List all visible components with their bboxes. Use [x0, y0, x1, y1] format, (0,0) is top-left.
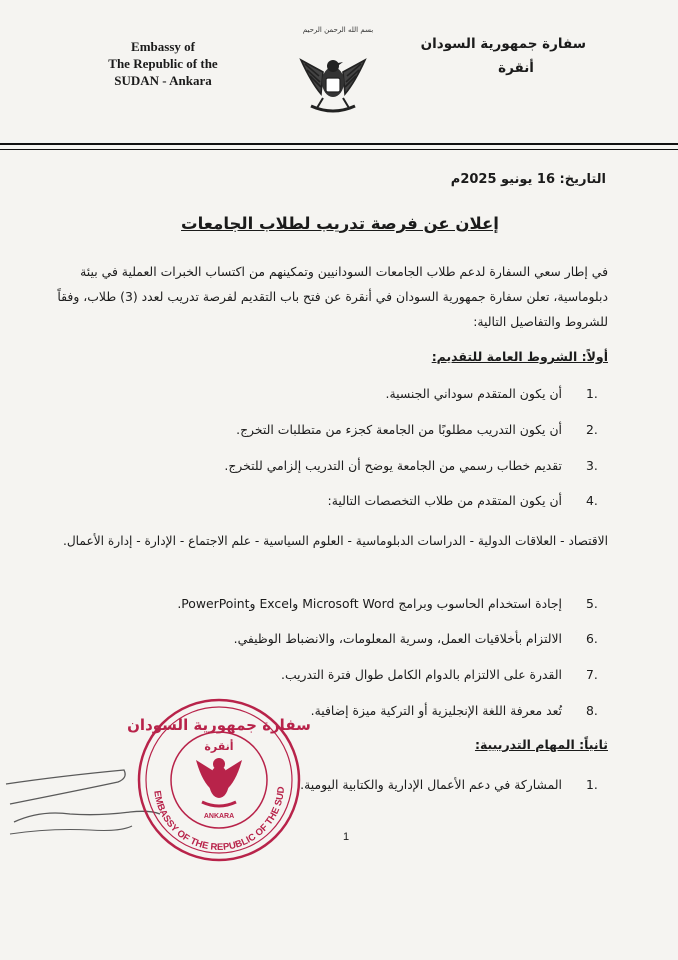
embassy-arabic-line-1: سفارة جمهورية السودان [420, 36, 586, 52]
item-text: الالتزام بأخلاقيات العمل، وسرية المعلومات، والانضباط الوظيفي. [233, 631, 562, 646]
stamp-emblem-icon [196, 758, 242, 806]
item-number: 8. [586, 703, 598, 718]
embassy-line-2: The Republic of the [108, 56, 218, 71]
embassy-line-3: SUDAN - Ankara [114, 73, 212, 88]
page-number: 1 [342, 831, 350, 843]
item-text: تقديم خطاب رسمي من الجامعة يوضح أن التدريب إلزامي للتخرج. [224, 458, 562, 473]
item-text: أن يكون المتقدم من طلاب التخصصات التالية: [327, 493, 562, 508]
basmala: بسم الله الرحمن الرحيم [302, 26, 374, 34]
item-number: 5. [586, 596, 598, 611]
item-text: القدرة على الالتزام بالدوام الكامل طوال فترة التدريب. [281, 667, 562, 682]
item-text: أن يكون التدريب مطلوبًا من الجامعة كجزء من متطلبات التخرج. [236, 422, 562, 437]
embassy-stamp [124, 690, 314, 865]
stamp-city-english: ANKARA [203, 813, 235, 820]
header-rule-thin [0, 149, 678, 150]
stamp-arabic-title: سفارة جمهورية السودان [127, 716, 311, 734]
intro-paragraph: في إطار سعي السفارة لدعم طلاب الجامعات السودانيين وتمكينهم من اكتساب الخبرات العملية في بيئة دبلوماسية، تعلن سفارة جمهورية السودان في أنقرة عن فتح باب التقديم لفرصة تدريب لعدد (3) طلاب، وفقاً للشروط والتفاصيل التالية: [57, 264, 608, 329]
item-number: 1. [586, 386, 598, 401]
item-text: أن يكون المتقدم سوداني الجنسية. [385, 386, 562, 401]
stamp-ring-text: EMBASSY OF THE REPUBLIC OF THE SUD [151, 786, 288, 854]
item-text: إجادة استخدام الحاسوب وبرامج Microsoft Word وExcel وPowerPoint. [177, 596, 562, 611]
embassy-name-english [88, 38, 238, 89]
embassy-arabic-line-2: أنقرة [498, 60, 534, 76]
section-general-conditions-title: أولاً: الشروط العامة للتقديم: [431, 349, 608, 364]
section-training-tasks-title: ثانياً: المهام التدريبية: [474, 737, 608, 752]
document-title: إعلان عن فرصة تدريب لطلاب الجامعات [181, 214, 499, 233]
item-number: 6. [586, 631, 598, 646]
stamp-city-arabic: أنقرة [204, 740, 234, 753]
embassy-name-arabic [420, 32, 586, 80]
item-text: تُعد معرفة اللغة الإنجليزية أو التركية ميزة إضافية. [310, 703, 562, 718]
item-number: 2. [586, 422, 598, 437]
header-rule-thick [0, 143, 678, 145]
item-text: المشاركة في دعم الأعمال الإدارية والكتابية اليومية. [300, 777, 562, 792]
item-number: 4. [586, 493, 598, 508]
item-number: 7. [586, 667, 598, 682]
document-date: التاريخ: 16 يونيو 2025م [450, 172, 606, 187]
secretary-bird-emblem-icon [293, 42, 373, 122]
item-number: 3. [586, 458, 598, 473]
item-number: 1. [586, 777, 598, 792]
specializations-list: الاقتصاد - العلاقات الدولية - الدراسات الدبلوماسية - العلوم السياسية - علم الاجتماع - الإدارة - إدارة الأعمال. [62, 534, 608, 548]
embassy-line-1: Embassy of [131, 39, 195, 54]
